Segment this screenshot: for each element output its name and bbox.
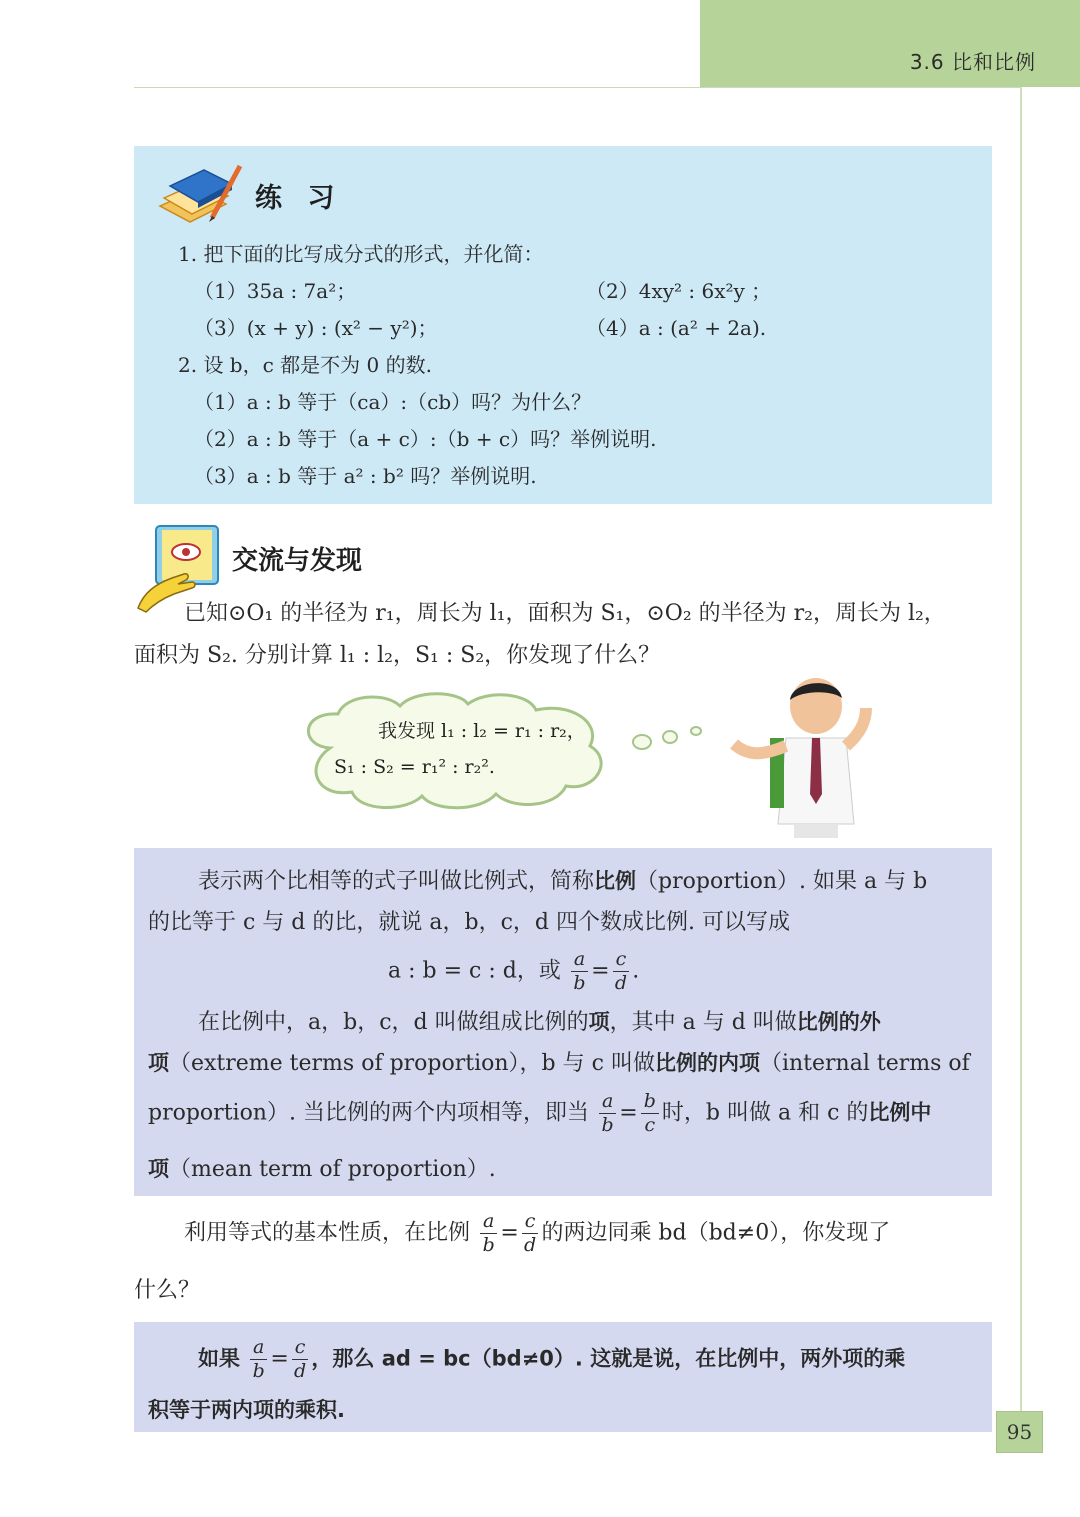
definition-text: 时，b 叫做 a 和 c 的 [661, 1100, 869, 1126]
conclusion-text: 在比例中，两外项的乘 [695, 1346, 906, 1371]
q1-item-4: （4）a : (a² + 2a). [586, 316, 767, 340]
definition-text: （proportion）. 如果 a 与 b [636, 869, 928, 894]
property-text: 利用等式的基本性质，在比例 [184, 1220, 471, 1246]
definition-line-2: 的比等于 c 与 d 的比，就说 a，b，c，d 四个数成比例. 可以写成 [148, 910, 790, 935]
definition-line-5: proportion）. 当比例的两个内项相等，即当 $\frac{a}{b}$ = $\frac{b}{c}$ 时，b 叫做 a 和 c 的比例中 [148, 1090, 932, 1136]
header-rule [134, 87, 1020, 88]
term-item: 项 [588, 1010, 610, 1034]
term-extreme: 比例的外 [796, 1010, 881, 1034]
definition-line-1 [198, 864, 927, 895]
thought-cloud [290, 688, 620, 818]
term-mean: 比例中 [868, 1100, 932, 1125]
term-extreme-end: 项 [148, 1051, 169, 1075]
fraction-a-over-b: $\frac{a}{b}$ [480, 1212, 497, 1255]
property-line-2: 什么？ [134, 1278, 201, 1303]
definition-text: 在比例中，a，b，c，d 叫做组成比例的 [198, 1010, 589, 1035]
conclusion-text: 如果 [198, 1346, 240, 1371]
fraction-a-over-b: $\frac{a}{b}$ [250, 1338, 267, 1381]
conclusion-line-1: 如果 $\frac{a}{b}$ = $\frac{c}{d}$ ，那么 ad = bc（bd≠0）. 这就是说，在比例中，两外项的乘 [198, 1336, 906, 1382]
definition-text: ，其中 a 与 d 叫做 [609, 1010, 797, 1035]
definition-text: proportion）. 当比例的两个内项相等，即当 [148, 1100, 589, 1126]
q1-title: 1. 把下面的比写成分式的形式，并化简： [178, 242, 544, 266]
cloud-line-2: S₁ : S₂ = r₁² : r₂². [334, 756, 495, 778]
property-text: 的两边同乘 bd（bd≠0），你发现了 [541, 1220, 891, 1246]
proportion-formula: a : b = c : d，或 $\frac{a}{b}$ = $\frac{c}{d}$ . [388, 948, 640, 994]
definition-text: （mean term of proportion）. [169, 1157, 496, 1182]
conclusion-text: ，那么 ad = bc（bd≠0）. 这就是说， [311, 1346, 696, 1371]
q2-item-3: （3）a : b 等于 a² : b² 吗？举例说明. [194, 464, 537, 488]
fraction-c-over-d: $\frac{c}{d}$ [522, 1212, 539, 1255]
q1-item-1: （1）35a : 7a²； [194, 279, 357, 303]
discuss-para-line-2: 面积为 S₂. 分别计算 l₁ : l₂，S₁ : S₂，你发现了什么？ [134, 643, 661, 668]
discuss-heading: 交流与发现 [232, 546, 363, 576]
fraction-a-over-b: $\frac{a}{b}$ [571, 950, 588, 993]
definition-line-6 [148, 1152, 496, 1183]
term-proportion: 比例 [594, 869, 637, 893]
fraction-a-over-b: $\frac{a}{b}$ [599, 1092, 616, 1135]
fraction-c-over-d: $\frac{c}{d}$ [613, 950, 630, 993]
discuss-para-line-1: 已知⊙O₁ 的半径为 r₁，周长为 l₁，面积为 S₁，⊙O₂ 的半径为 r₂，周长为 l₂， [184, 601, 946, 626]
term-mean-end: 项 [148, 1157, 169, 1181]
q1-item-2: （2）4xy² : 6x²y ； [586, 279, 772, 303]
q2-title: 2. 设 b，c 都是不为 0 的数. [178, 353, 432, 377]
cloud-line-1: 我发现 l₁ : l₂ = r₁ : r₂， [378, 720, 586, 742]
q2-item-2: （2）a : b 等于（a + c）:（b + c）吗？举例说明. [194, 427, 657, 451]
q2-item-1: （1）a : b 等于（ca）:（cb）吗？为什么？ [194, 390, 592, 414]
conclusion-line-2: 积等于两内项的乘积. [148, 1398, 345, 1422]
section-title: 3.6 比和比例 [909, 50, 1036, 74]
books-pencil-icon [156, 160, 244, 230]
exercise-heading: 练 习 [255, 183, 343, 214]
thought-bubbles [630, 722, 710, 756]
definition-text: （extreme terms of proportion），b 与 c 叫做 [169, 1051, 655, 1076]
fraction-c-over-d: $\frac{c}{d}$ [292, 1338, 309, 1381]
formula-text: a : b = c : d，或 [388, 958, 561, 984]
property-line-1: 利用等式的基本性质，在比例 $\frac{a}{b}$ = $\frac{c}{d}$ 的两边同乘 bd（bd≠0），你发现了 [184, 1210, 891, 1256]
definition-text: （internal terms of [759, 1051, 970, 1076]
boy-illustration [716, 674, 886, 842]
q1-item-3: （3）(x + y) : (x² − y²)； [194, 316, 438, 340]
term-internal: 比例的内项 [654, 1051, 760, 1075]
fraction-b-over-c: $\frac{b}{c}$ [641, 1092, 659, 1135]
definition-line-4 [148, 1046, 970, 1077]
page-number: 95 [1006, 1420, 1033, 1444]
definition-text: 表示两个比相等的式子叫做比例式，简称 [198, 869, 595, 894]
side-rule [1020, 87, 1022, 1417]
definition-line-3 [198, 1005, 881, 1036]
